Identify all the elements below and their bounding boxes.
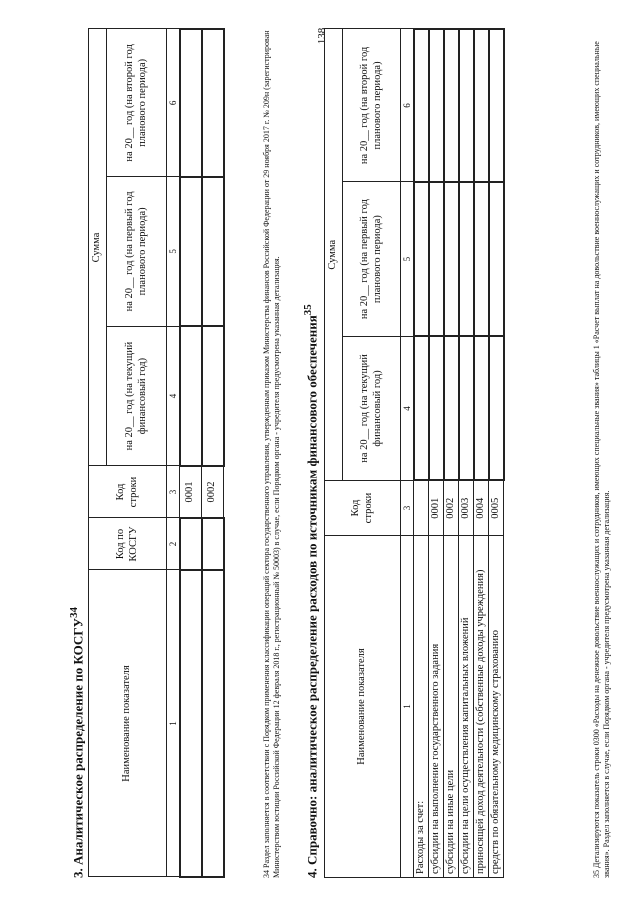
cell-value <box>429 182 444 337</box>
cell-value <box>489 336 504 480</box>
table-row <box>180 29 202 877</box>
colnum-3: 3 <box>401 481 414 536</box>
cell-name <box>180 570 202 877</box>
page-number: 138 <box>316 27 328 45</box>
hdr-line: Код строки <box>89 466 167 518</box>
cell-value <box>459 182 474 337</box>
hdr-sum: Сумма <box>89 29 107 466</box>
cell-value <box>180 29 202 177</box>
hdr-line: Код строки <box>325 481 401 536</box>
table-row <box>202 29 224 877</box>
kosgu-table <box>88 28 225 878</box>
hdr-name: Наименование показателя <box>89 570 167 877</box>
cell-name: субсидии на цели осуществления капитальных вложений <box>459 536 474 878</box>
footnote-35: 35 Детализируются показатель строки 0300 «Расходы на денежное довольствие военнослужащих и сотрудников, имеющих специальные звания» таблицы 1 «Расчет выплат на довольствие военнослужащих и сотрудников, имеющих специальные звания». Раздел заполняется в случае, если Порядком органа - учредителя предусмотрена указанная детализация. <box>592 41 612 878</box>
cell-line: 0001 <box>429 481 444 536</box>
cell-line: 0002 <box>202 466 224 518</box>
cell-value <box>489 182 504 337</box>
hdr-col6: на 20__ год (на второй год планового периода) <box>343 29 401 182</box>
cell-line: 0003 <box>459 481 474 536</box>
cell-line: 0002 <box>444 481 459 536</box>
cell-value <box>180 177 202 326</box>
table-row <box>474 29 489 878</box>
cell-value <box>459 29 474 182</box>
table-row <box>444 29 459 878</box>
colnum-4: 4 <box>401 336 414 480</box>
cell-value <box>474 336 489 480</box>
section3-title-sup: 34 <box>68 607 80 618</box>
cell-line: 0004 <box>474 481 489 536</box>
cell-value <box>202 326 224 466</box>
hdr-kosgu: Код по КОСГУ <box>89 518 167 570</box>
cell-name <box>202 570 224 877</box>
cell-line <box>414 481 429 536</box>
colnum-2: 2 <box>167 518 180 570</box>
hdr-col5: на 20__ год (на первый год планового периода) <box>343 182 401 337</box>
cell-name: субсидии на выполнение государственного задания <box>429 536 444 878</box>
cell-value <box>474 182 489 337</box>
rotated-page-content <box>62 28 622 878</box>
hdr-name: Наименование показателя <box>325 536 401 878</box>
cell-name: средств по обязательному медицинскому страхованию <box>489 536 504 878</box>
cell-value <box>414 182 429 337</box>
cell-name: приносящей доход деятельности (собственные доходы учреждения) <box>474 536 489 878</box>
hdr-col4: на 20__ год (на текущий финансовый год) <box>343 336 401 480</box>
cell-name: субсидии на иные цели <box>444 536 459 878</box>
colnum-4: 4 <box>167 326 180 466</box>
cell-value <box>414 29 429 182</box>
cell-kosgu <box>202 518 224 570</box>
colnum-6: 6 <box>401 29 414 182</box>
hdr-col5: на 20__ год (на первый год планового периода) <box>107 177 167 326</box>
hdr-col4: на 20__ год (на текущий финансовый год) <box>107 326 167 466</box>
colnum-5: 5 <box>167 177 180 326</box>
cell-value <box>180 326 202 466</box>
cell-kosgu <box>180 518 202 570</box>
footnote-34: 34 Раздел заполняется в соответствии с Порядком применения классификации операций сектора государственного управления, утвержденным приказом Министерства финансов Российской Федерации от 29 ноября 2017 г. № 209н (зарегистрирован Министерством юстиции Российской Федерации 12 февраля 2018 г., регистрационный № 50003) в случае, если Порядком органа - учредителя предусмотрена указанная детализация. <box>262 30 282 878</box>
cell-value <box>474 29 489 182</box>
sources-table <box>324 28 505 878</box>
section4-title-sup: 35 <box>302 304 314 316</box>
table-row <box>459 29 474 878</box>
cell-value <box>444 336 459 480</box>
colnum-6: 6 <box>167 29 180 177</box>
cell-value <box>459 336 474 480</box>
table-row <box>489 29 504 878</box>
cell-line: 0001 <box>180 466 202 518</box>
colnum-1: 1 <box>401 536 414 878</box>
cell-name: Расходы за счет: <box>414 536 429 878</box>
section3-title: 3. Аналитическое распределение по КОСГУ$^{34}$ <box>68 607 86 878</box>
table-row <box>414 29 429 878</box>
colnum-3: 3 <box>167 466 180 518</box>
cell-line: 0005 <box>489 481 504 536</box>
cell-value <box>444 29 459 182</box>
cell-value <box>429 29 444 182</box>
cell-value <box>202 177 224 326</box>
cell-value <box>429 336 444 480</box>
cell-value <box>202 29 224 177</box>
cell-value <box>444 182 459 337</box>
section4-title: 4. Справочно: аналитическое распределение расходов по источникам финансового обеспечения$^{35}$ <box>302 304 320 878</box>
hdr-col6: на 20__ год (на второй год планового периода) <box>107 29 167 177</box>
table-row <box>429 29 444 878</box>
colnum-1: 1 <box>167 570 180 877</box>
cell-value <box>489 29 504 182</box>
hdr-sum: Сумма <box>325 29 343 481</box>
colnum-5: 5 <box>401 182 414 337</box>
cell-value <box>414 336 429 480</box>
